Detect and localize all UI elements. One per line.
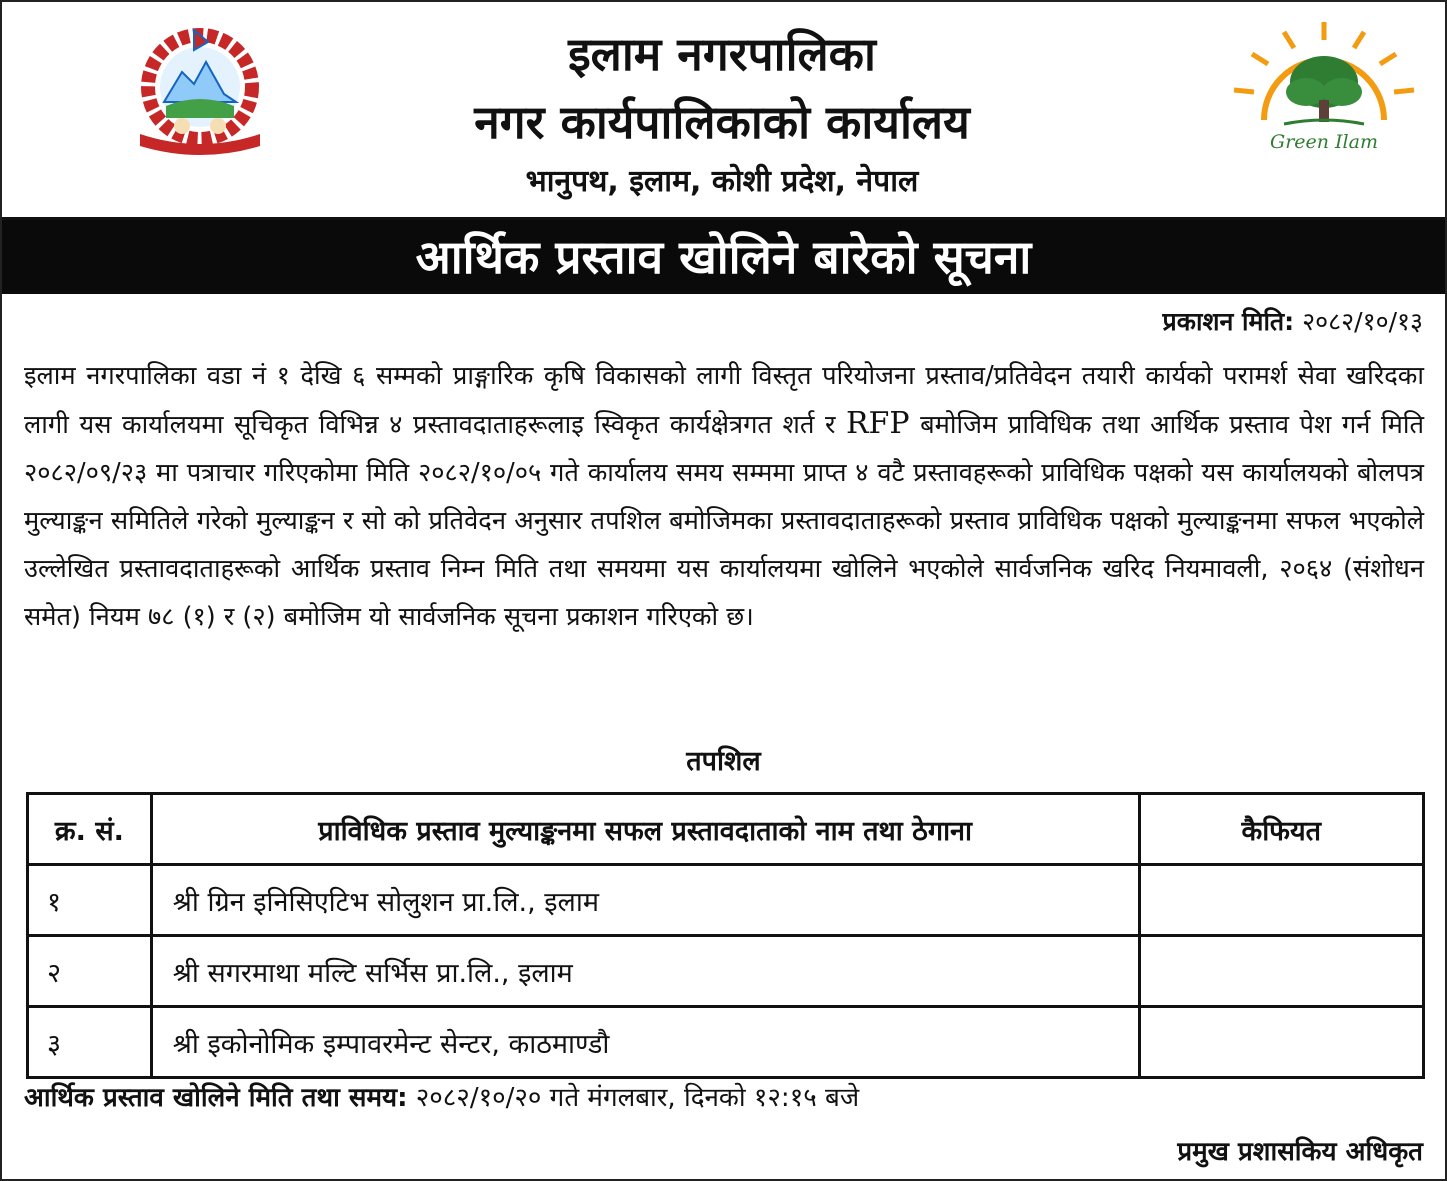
table-row [28,1007,1424,1078]
signatory-title: प्रमुख प्रशासकिय अधिकृत [1177,1137,1423,1167]
letterhead [2,2,1445,220]
bidders-table [26,792,1425,1079]
row-remarks [1139,936,1423,1007]
row-remarks [1139,1007,1423,1078]
office-address: भानुपथ, इलाम, कोशी प्रदेश, नेपाल [525,164,919,199]
opening-label: आर्थिक प्रस्ताव खोलिने मिति तथा समय: [24,1083,408,1113]
row-remarks [1139,865,1423,936]
publication-date [1163,302,1423,342]
municipality-name: इलाम नगरपालिका [568,27,876,81]
row-sn: ३ [28,1007,152,1078]
row-bidder-name: श्री इकोनोमिक इम्पावरमेन्ट सेन्टर, काठमाण्डौ [151,1007,1139,1078]
nepal-emblem-icon [120,22,280,162]
details-heading: तपशिल [686,746,761,777]
green-ilam-logo [1224,20,1424,165]
table-header-row [28,794,1424,865]
column-header-sn: क्र. सं. [28,794,152,865]
office-name: नगर कार्यपालिकाको कार्यालय [474,95,970,149]
row-sn: २ [28,936,152,1007]
notice-body [24,352,1424,641]
brand-text: Green Ilam [1270,131,1378,153]
row-bidder-name: श्री सगरमाथा मल्टि सर्भिस प्रा.लि., इलाम [151,936,1139,1007]
table-row [28,936,1424,1007]
rfp-term: RFP [845,406,910,441]
row-sn: १ [28,865,152,936]
table-row [28,865,1424,936]
body-text-part2: बमोजिम प्राविधिक तथा आर्थिक प्रस्ताव पेश गर्न मिति २०८२/०९/२३ मा पत्राचार गरिएकोमा मिति २०८२/१०/०५ गते कार्यालय समय सम्ममा प्राप्त ४ वटै प्रस्तावहरूको प्राविधिक पक्षको यस कार्यालयको बोलपत्र मुल्याङ्कन समितिले गरेको मुल्याङ्कन र सो को प्रतिवेदन अनुसार तपशिल बमोजिमका प्रस्तावदाताहरूको प्रस्ताव प्राविधिक पक्षको मुल्याङ्कनमा सफल भएकोले उल्लेखित प्रस्तावदाताहरूको आर्थिक प्रस्ताव निम्न मिति तथा समयमा यस कार्यालयमा खोलिने भएकोले सार्वजनिक खरिद नियमावली, २०६४ (संशोधन समेत) नियम ७८ (१) र (२) बमोजिम यो सार्वजनिक सूचना प्रकाशन गरिएको छ। [24,410,1424,632]
publication-date-label: प्रकाशन मिति: [1162,307,1295,336]
opening-value: २०८२/१०/२० गते मंगलबार, दिनको १२:१५ बजे [415,1083,860,1113]
opening-date-time [24,1078,859,1118]
body-text-part1: इलाम नगरपालिका वडा नं १ देखि ६ सम्मको प्राङ्गारिक कृषि विकासको लागी विस्तृत परियोजना प्रस्ताव/प्रतिवेदन तयारी कार्यको परामर्श सेवा खरिदका लागी यस कार्यालयमा सूचिकृत विभिन्न ४ प्रस्तावदाताहरूलाइ स्विकृत कार्यक्षेत्रगत शर्त र [24,361,1424,440]
publication-date-value: २०८२/१०/१३ [1302,307,1423,336]
row-bidder-name: श्री ग्रिन इनिसिएटिभ सोलुशन प्रा.लि., इलाम [151,865,1139,936]
column-header-remarks: कैफियत [1139,794,1423,865]
column-header-name: प्राविधिक प्रस्ताव मुल्याङ्कनमा सफल प्रस्तावदाताको नाम तथा ठेगाना [151,794,1139,865]
notice-title: आर्थिक प्रस्ताव खोलिने बारेको सूचना [2,220,1445,294]
